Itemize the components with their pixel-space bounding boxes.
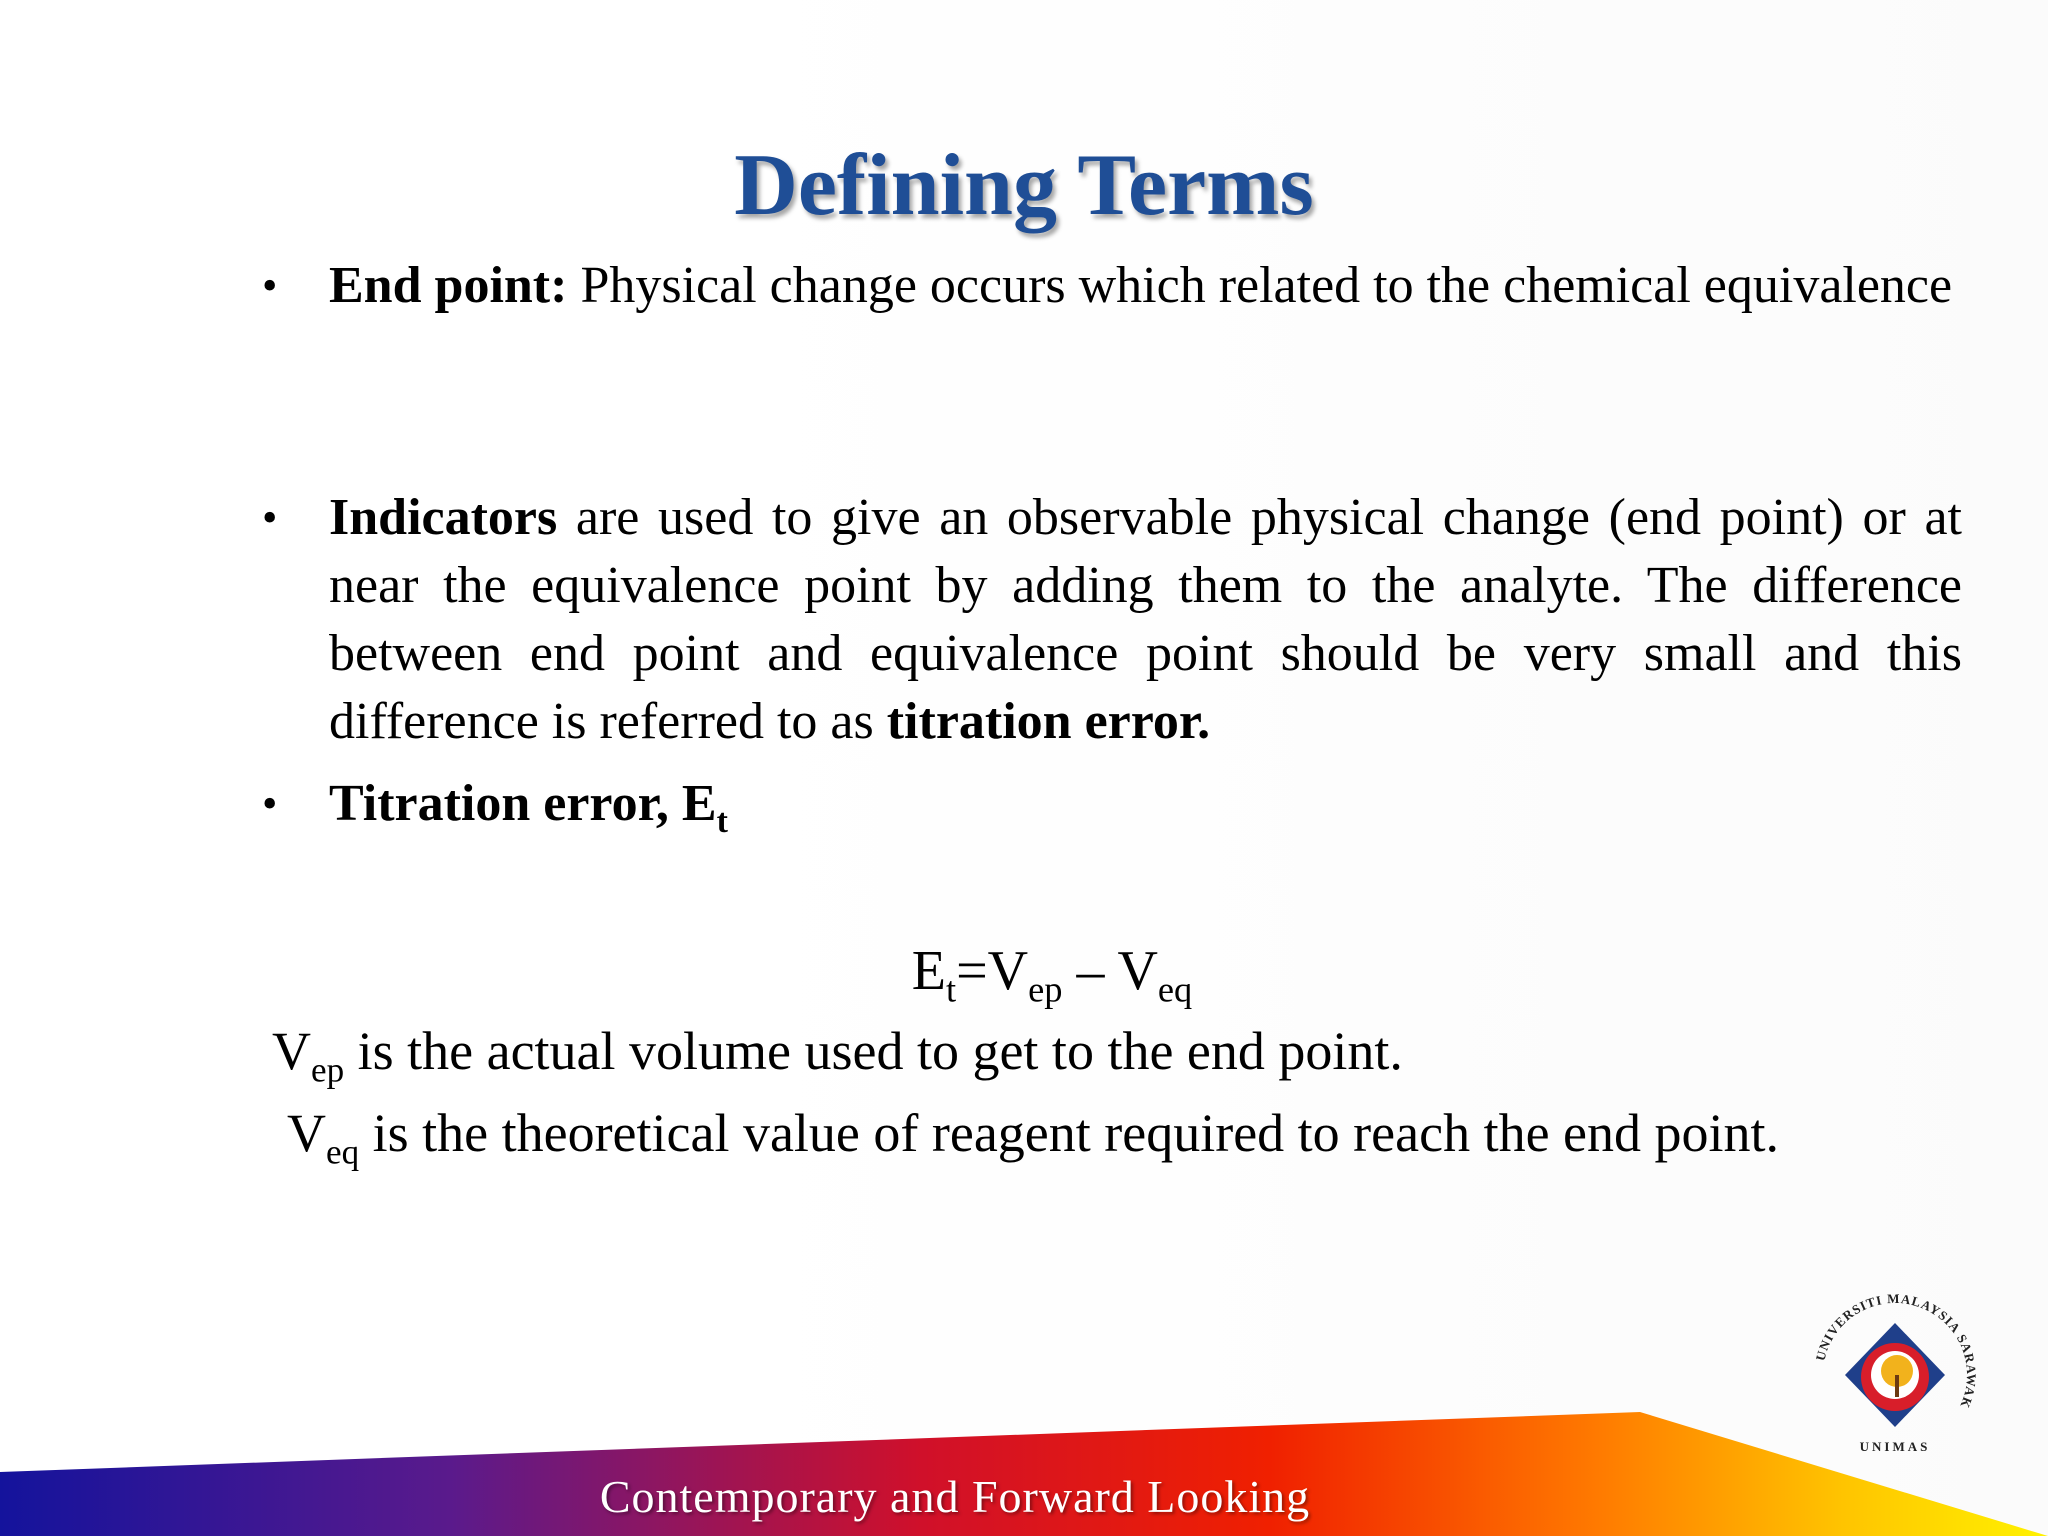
bullet-indicators-text (329, 484, 1962, 756)
veq-symbol: V (287, 1103, 326, 1163)
definition-vep (272, 1018, 1403, 1090)
vep-subscript: ep (311, 1050, 345, 1090)
bullet-titration-error (262, 770, 1962, 838)
titration-error-emphasis: titration error. (886, 693, 1211, 750)
end-point-term: End point: (329, 257, 568, 314)
titration-error-heading (329, 770, 1962, 838)
bullet-dot: • (262, 261, 278, 310)
unimas-logo (1805, 1285, 1985, 1465)
bullet-dot: • (262, 493, 278, 542)
indicators-term: Indicators (329, 489, 558, 546)
formula-t-sub: t (945, 969, 957, 1010)
veq-text: is the theoretical value of reagent required to reach the end point. (359, 1103, 1780, 1163)
definition-veq (287, 1100, 1780, 1172)
logo-unimas-text: UNIMAS (1859, 1439, 1931, 1454)
formula-minus-v: – V (1062, 940, 1158, 1002)
logo-ring-text: UNIVERSITI MALAYSIA SARAWAK (1812, 1290, 1980, 1411)
bullet-indicators (262, 484, 1962, 756)
formula-eq-sub: eq (1157, 969, 1193, 1010)
footer-slogan: Contemporary and Forward Looking (599, 1471, 1311, 1522)
vep-text: is the actual volume used to get to the end point. (344, 1021, 1403, 1081)
end-point-definition: Physical change occurs which related to the chemical equivalence (567, 257, 1953, 314)
titration-error-subscript: t (716, 802, 728, 840)
veq-subscript: eq (326, 1132, 360, 1172)
bullet-dot: • (262, 779, 278, 828)
formula-ep-sub: ep (1028, 969, 1063, 1010)
slide-title: Defining Terms (734, 137, 1314, 234)
bullet-end-point-text (329, 252, 1962, 320)
titration-error-formula (0, 938, 2048, 1010)
indicators-definition: are used to give an observable physical change (end point) or at near the equivalence point by adding them to the analyte. The difference between end point and equivalence point should be very small and this difference is referred to as (329, 489, 1962, 750)
formula-e: E (911, 940, 946, 1002)
titration-error-term: Titration error, E (329, 775, 717, 832)
formula-equals-v: =V (956, 940, 1029, 1002)
bullet-end-point (262, 252, 1962, 320)
vep-symbol: V (272, 1021, 311, 1081)
